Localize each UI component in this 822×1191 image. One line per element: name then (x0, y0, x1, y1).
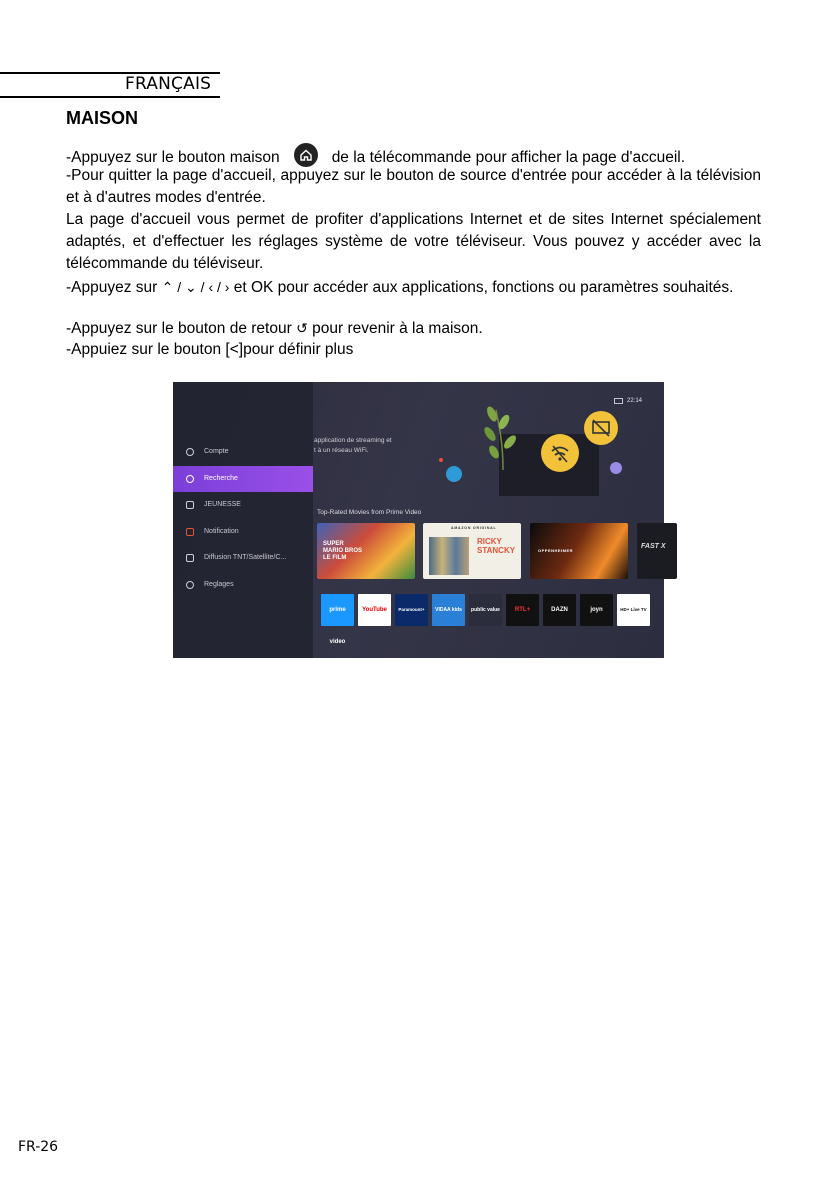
sidebar-item-label: JEUNESSE (204, 501, 241, 508)
cast-icon (614, 398, 623, 404)
card-title: RICKY STANCKY (477, 537, 516, 555)
sidebar-item-compte[interactable] (173, 439, 313, 465)
p4-text-a: -Appuyez sur (66, 279, 158, 296)
tv-clock: 22:14 (627, 398, 643, 404)
plant-icon (478, 400, 528, 470)
paragraph-description: La page d'accueil vous permet de profiter d'applications Internet et de sites Internet spécialement adaptés, et d'effectuer les réglages système de votre téléviseur. Vous pouvez y accéder avec la télécommande du téléviseur. (66, 211, 761, 272)
page-number: FR-26 (18, 1139, 59, 1155)
tv-sidebar (173, 382, 313, 658)
card-title: FAST X (641, 543, 666, 550)
app-dazn[interactable]: DAZN (543, 594, 576, 626)
tv-row-title: Top-Rated Movies from Prime Video (317, 509, 422, 516)
paragraph-navigation (66, 276, 761, 299)
arrow-keys-icon: ⌃ / ⌄ / ‹ / › (161, 279, 230, 295)
gear-icon (186, 581, 194, 589)
language-label: FRANÇAIS (125, 74, 212, 94)
app-rtl[interactable]: RTL+ (506, 594, 539, 626)
promo-line-2: t à un réseau WiFi. (314, 447, 369, 454)
movie-card-fast-x[interactable] (637, 523, 677, 579)
sidebar-item-label: Recherche (204, 475, 238, 482)
blue-dot-decor (446, 466, 462, 482)
sidebar-item-label: Diffusion TNT/Satellite/C... (204, 554, 287, 561)
app-prime-video[interactable]: prime video (321, 594, 354, 626)
sidebar-item-notification[interactable] (173, 519, 313, 545)
sidebar-item-recherche[interactable] (173, 466, 313, 492)
card-title: SUPER MARIO BROS LE FILM (323, 541, 362, 561)
paragraph-define: -Appuiez sur le bouton [<]pour définir plus (66, 341, 354, 358)
p1-text-a: -Appuyez sur le bouton maison (66, 149, 280, 166)
user-icon (186, 448, 194, 456)
p5-text-b: pour revenir à la maison. (312, 320, 483, 337)
cast-off-icon (584, 411, 618, 445)
card-title: OPPENHEIMER (538, 548, 574, 553)
bell-icon (186, 528, 194, 536)
p1-text-b: de la télécommande pour afficher la page d'accueil. (331, 149, 686, 166)
app-joyn[interactable]: joyn (580, 594, 613, 626)
sidebar-item-label: Compte (204, 448, 229, 455)
search-icon (186, 475, 194, 483)
purple-dot-decor (610, 462, 622, 474)
red-dot-decor (439, 458, 443, 462)
movie-card-mario[interactable] (317, 523, 415, 579)
movie-card-oppenheimer[interactable] (530, 523, 628, 579)
sidebar-item-reglages[interactable] (173, 572, 313, 598)
wifi-off-icon (541, 434, 579, 472)
tv-icon (186, 554, 194, 562)
app-hd-plus-live-tv[interactable]: HD+ Live TV (617, 594, 650, 626)
home-icon (294, 143, 318, 167)
card-badge: AMAZON ORIGINAL (451, 526, 497, 530)
kids-icon (186, 501, 194, 509)
section-title: MAISON (66, 108, 138, 128)
p4-text-b: et OK pour accéder aux applications, fonctions ou paramètres souhaités. (233, 279, 734, 296)
header-rule-bottom (0, 96, 220, 98)
app-youtube[interactable]: YouTube (358, 594, 391, 626)
tv-promo-text (314, 436, 392, 456)
paragraph-return (66, 317, 761, 340)
sidebar-item-diffusion[interactable] (173, 545, 313, 571)
app-paramount[interactable]: Paramount+ (395, 594, 428, 626)
return-icon: ↺ (296, 320, 308, 336)
app-vidaa-kids[interactable]: VIDAA kids (432, 594, 465, 626)
promo-line-1: application de streaming et (314, 437, 392, 444)
p5-text-a: -Appuyez sur le bouton de retour (66, 320, 292, 337)
tv-home-screenshot (173, 382, 664, 658)
sidebar-item-label: Reglages (204, 581, 234, 588)
card-image (429, 537, 469, 575)
app-public-value[interactable]: public value (469, 594, 502, 626)
paragraph-exit: -Pour quitter la page d'accueil, appuyez sur le bouton de source d'entrée pour accéder à la télévision et à d'autres modes d'entrée. (66, 167, 761, 206)
movie-card-ricky-stancky[interactable] (423, 523, 521, 579)
sidebar-item-label: Notification (204, 528, 239, 535)
sidebar-item-jeunesse[interactable] (173, 492, 313, 518)
